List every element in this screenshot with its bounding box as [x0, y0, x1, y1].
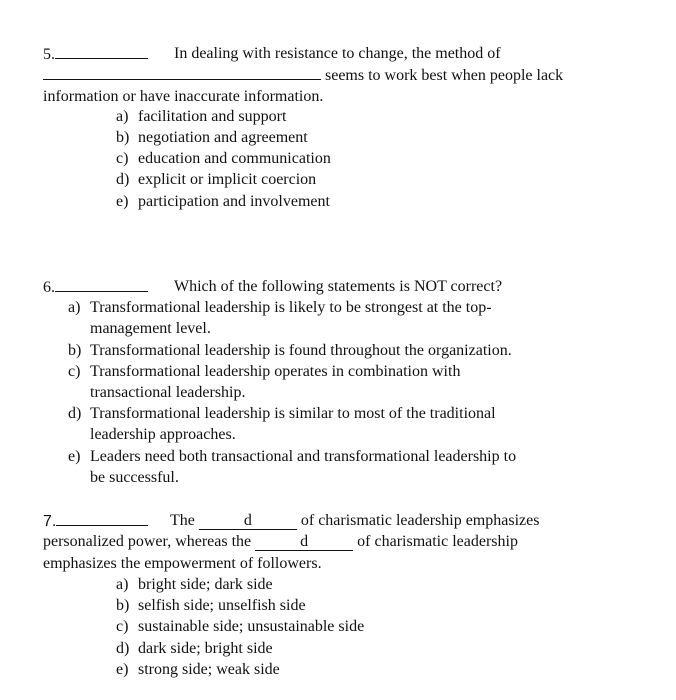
q6-number-line [43, 277, 148, 298]
q7-option-a[interactable]: a) bright side; dark side [116, 576, 273, 593]
q6-stem: Which of the following statements is NOT correct? [174, 278, 503, 295]
q7-number-line [43, 511, 148, 532]
q7-option-c[interactable]: c) sustainable side; unsustainable side [116, 618, 365, 635]
q7-option-b[interactable]: b) selfish side; unselfish side [116, 597, 306, 614]
q6-answer-blank[interactable] [55, 277, 148, 292]
q5-stem-line1: In dealing with resistance to change, the method of [174, 45, 501, 62]
q5-fill-blank[interactable] [43, 65, 321, 80]
q5-option-d[interactable]: d) explicit or implicit coercion [116, 171, 317, 188]
q5-number-line [43, 44, 148, 65]
q7-option-e[interactable]: e) strong side; weak side [116, 661, 280, 678]
q7-fill-blank-2[interactable]: d [255, 534, 353, 551]
q5-option-e[interactable]: e) participation and involvement [116, 193, 330, 210]
q5-number: 5. [43, 46, 55, 63]
q7-answer-blank[interactable] [56, 511, 148, 526]
q5-option-a[interactable]: a) facilitation and support [116, 108, 287, 125]
q7-stem-line3: emphasizes the empowerment of followers. [43, 555, 322, 572]
q5-answer-blank[interactable] [55, 44, 148, 59]
q5-option-b[interactable]: b) negotiation and agreement [116, 129, 308, 146]
q5-option-c[interactable]: c) education and communication [116, 150, 331, 167]
q5-stem-line2: seems to work best when people lack [43, 65, 563, 86]
q7-fill-blank-1[interactable]: d [199, 513, 297, 530]
q5-stem-line3: information or have inaccurate information. [43, 88, 324, 105]
q7-option-d[interactable]: d) dark side; bright side [116, 640, 273, 657]
q7-stem-line1: The d of charismatic leadership emphasizes [170, 512, 540, 529]
q7-stem-line2: personalized power, whereas the d of charismatic leadership [43, 533, 518, 550]
q6-number: 6. [43, 279, 55, 296]
q7-number: 7. [43, 513, 57, 530]
